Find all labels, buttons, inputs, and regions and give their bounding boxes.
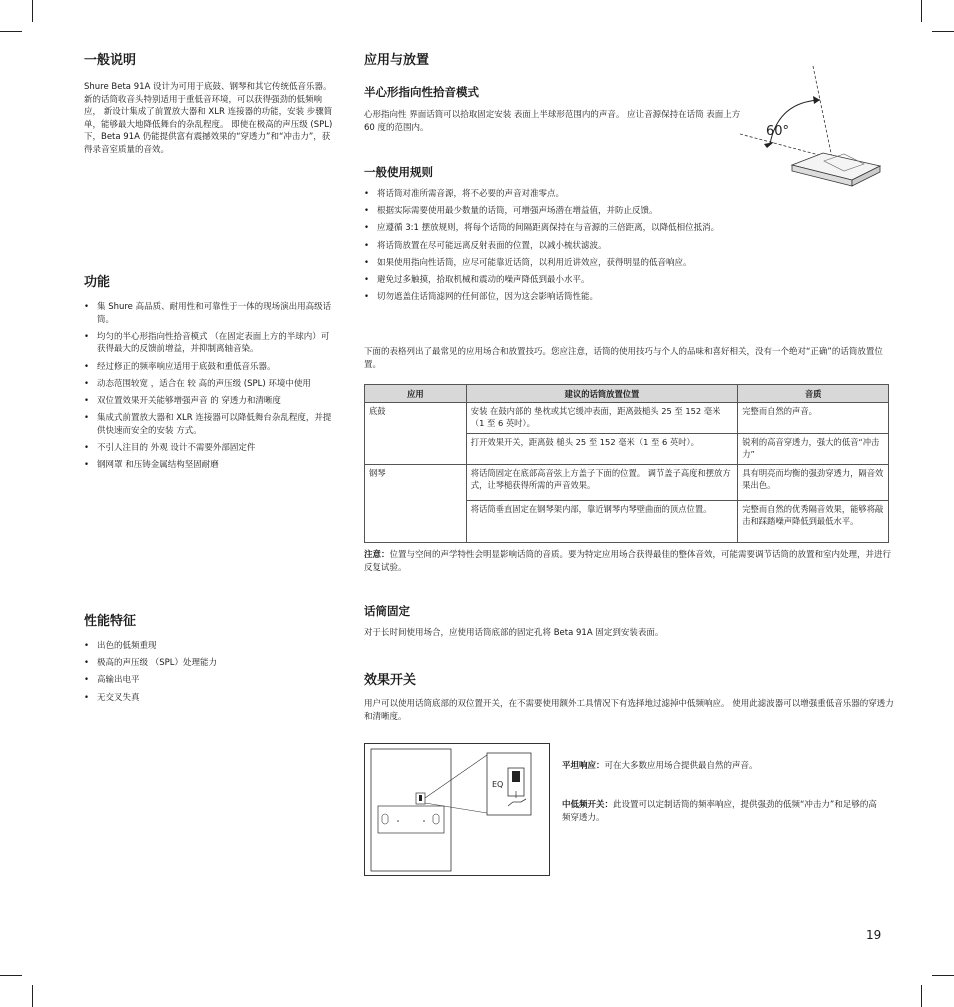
performance-title: 性能特征 bbox=[84, 614, 137, 629]
table-cell-quality: 锐利的高音穿透力，强大的低音“冲击力” bbox=[738, 434, 889, 465]
table-cell-placement: 将话筒固定在底部高音弦上方盖子下面的位置。 调节盖子高度和摆放方式，让琴槌获得所需的声音效果。 bbox=[466, 465, 737, 501]
table-cell-placement: 打开效果开关，距离鼓 槌头 25 至 152 毫米（1 至 6 英吋）。 bbox=[466, 434, 737, 465]
list-item: • 钢网罩 和压铸金属结构坚固耐磨 bbox=[84, 459, 336, 472]
pattern-title: 半心形指向性拾音模式 bbox=[364, 85, 479, 99]
table-row bbox=[365, 465, 889, 501]
mid-label: 中低频开关： bbox=[562, 800, 614, 810]
note-label: 注意： bbox=[364, 550, 390, 560]
table-cell-app: 钢琴 bbox=[365, 465, 467, 543]
list-item: • 切勿遮盖住话筒滤网的任何部位，因为这会影响话筒性能。 bbox=[364, 291, 894, 304]
list-item: • 将话筒放置在尽可能远离反射表面的位置，以减小梳状滤波。 bbox=[364, 240, 894, 253]
performance-list bbox=[84, 640, 336, 704]
table-header-row bbox=[365, 385, 889, 403]
mid-text: 此设置可以定制话筒的频率响应，提供强劲的低频“冲击力”和足够的高频穿透力。 bbox=[562, 800, 877, 823]
pattern-body: 心形指向性 界面话筒可以拾取固定安装 表面上半球形范围内的声音。 应让音源保持在话筒 表面上方 60 度的范围内。 bbox=[364, 110, 741, 133]
mounting-body: 对于长时间使用场合，应使用话筒底部的固定孔将 Beta 91A 固定到安装表面。 bbox=[364, 628, 664, 638]
crop-mark bbox=[921, 0, 922, 22]
list-item: • 应遵循 3:1 摆放规则，将每个话筒的间隔距离保持在与音源的三倍距离，以降低相位抵消。 bbox=[364, 222, 894, 235]
mounting-title: 话筒固定 bbox=[364, 604, 410, 618]
general-title: 一般说明 bbox=[84, 53, 137, 68]
list-item: • 双位置效果开关能够增强声音 的 穿透力和清晰度 bbox=[84, 395, 336, 408]
dot-icon bbox=[397, 820, 399, 822]
switch-body: 用户可以使用话筒底部的双位置开关，在不需要使用额外工具情况下有选择地过滤掉中低频响应。 使用此滤波器可以增强重低音乐器的穿透力和清晰度。 bbox=[364, 699, 894, 722]
column-header: 音质 bbox=[738, 385, 889, 403]
crop-mark bbox=[932, 31, 954, 32]
flat-text: 可在大多数应用场合提供最自然的声音。 bbox=[604, 761, 758, 771]
general-body: Shure Beta 91A 设计为可用于底鼓、钢琴和其它传统低音乐器。 新的话筒收音头特别适用于重低音环境，可以获得强劲的低频响应， 新设计集成了前置放大器和 XLR 连接器的功能，安装 步骤简单，能够最大地降低舞台的杂乱程度。 即使在极高的声压级 (SPL) 下，Beta 91A 仍能提供富有震撼效果的“穿透力”和“冲击力”，获得录音室质量的音效。 bbox=[84, 82, 333, 155]
switch-diagram bbox=[364, 743, 550, 877]
arrow-head-icon bbox=[764, 142, 774, 148]
column-header: 应用 bbox=[365, 385, 467, 403]
rules-title: 一般使用规则 bbox=[364, 165, 433, 179]
switch-knob-icon bbox=[419, 795, 422, 801]
application-table bbox=[364, 384, 889, 543]
crop-mark bbox=[0, 31, 22, 32]
list-item: • 集成式前置放大器和 XLR 连接器可以降低舞台杂乱程度，并提供快速而安全的安装 方式。 bbox=[84, 412, 336, 437]
list-item: • 极高的声压级 （SPL）处理能力 bbox=[84, 657, 336, 670]
switch-toggle-icon[interactable] bbox=[512, 771, 520, 782]
rules-section bbox=[364, 164, 894, 308]
mid-response-note bbox=[562, 799, 880, 824]
list-item: • 经过修正的频率响应适用于底鼓和重低音乐器。 bbox=[84, 361, 336, 374]
list-item: • 根据实际需要使用最少数量的话筒，可增强声场潜在增益值，并防止反馈。 bbox=[364, 205, 894, 218]
switch-title: 效果开关 bbox=[364, 673, 417, 688]
column-header: 建议的话筒放置位置 bbox=[466, 385, 737, 403]
table-cell-quality: 具有明亮而均衡的强劲穿透力，隔音效果出色。 bbox=[738, 465, 889, 501]
arrow-head-icon bbox=[813, 96, 820, 104]
crop-mark bbox=[921, 985, 922, 1007]
features-list bbox=[84, 301, 336, 472]
application-title: 应用与放置 bbox=[364, 53, 430, 68]
pattern-section bbox=[364, 84, 744, 134]
list-item: • 均匀的半心形指向性拾音模式 （在固定表面上方的半球内）可获得最大的反馈前增益，并抑制离轴音染。 bbox=[84, 331, 336, 356]
rules-list bbox=[364, 188, 894, 304]
table-cell-quality: 完整而自然的优秀隔音效果，能够将敲击和踩踏噪声降低到最低水平。 bbox=[738, 501, 889, 543]
crop-mark bbox=[32, 985, 33, 1007]
list-item: • 无交叉失真 bbox=[84, 692, 336, 705]
table-intro: 下面的表格列出了最常见的应用场合和放置技巧。您应注意，话筒的使用技巧与个人的品味和喜好相关，没有一个绝对“正确”的话筒放置位置。 bbox=[364, 347, 883, 370]
table-row bbox=[365, 403, 889, 434]
table-cell-placement: 安装 在鼓内部的 垫枕或其它缓冲表面，距离鼓槌头 25 至 152 毫米（1 至 6 英吋）。 bbox=[466, 403, 737, 434]
page-number: 19 bbox=[866, 928, 882, 942]
crop-mark bbox=[32, 0, 33, 22]
dot-icon bbox=[423, 820, 425, 822]
table-cell-quality: 完整而自然的声音。 bbox=[738, 403, 889, 434]
flat-label: 平坦响应： bbox=[562, 761, 605, 771]
list-item: • 如果使用指向性话筒，应尽可能靠近话筒，以利用近讲效应，获得明显的低音响应。 bbox=[364, 257, 894, 270]
switch-section bbox=[364, 672, 894, 723]
table-cell-app: 底鼓 bbox=[365, 403, 467, 465]
features-section bbox=[84, 274, 336, 476]
crop-mark bbox=[0, 975, 22, 976]
eq-label: EQ bbox=[492, 780, 504, 789]
crop-mark bbox=[932, 975, 954, 976]
list-item: • 出色的低频重现 bbox=[84, 640, 336, 653]
list-item: • 动态范围较宽 ，适合在 较 高的声压级 (SPL) 环境中使用 bbox=[84, 378, 336, 391]
list-item: • 不引人注目的 外观 设计不需要外部固定件 bbox=[84, 442, 336, 455]
performance-section bbox=[84, 613, 336, 709]
note-paragraph bbox=[364, 549, 894, 574]
features-title: 功能 bbox=[84, 275, 111, 290]
flat-response-note bbox=[562, 760, 892, 773]
list-item: • 高输出电平 bbox=[84, 674, 336, 687]
list-item: • 避免过多触摸，拾取机械和震动的噪声降低到最小水平。 bbox=[364, 274, 894, 287]
note-text: 位置与空间的声学特性会明显影响话筒的音质。要为特定应用场合获得最佳的整体音效，可能需要调节话筒的放置和室内处理，并进行反复试验。 bbox=[364, 550, 892, 573]
table-cell-placement: 将话筒垂直固定在钢琴架内部，靠近钢琴内琴壁曲面的顶点位置。 bbox=[466, 501, 737, 543]
mounting-section bbox=[364, 603, 894, 640]
list-item: • 集 Shure 高品质、耐用性和可靠性于一体的现场演出用高级话筒。 bbox=[84, 301, 336, 326]
general-section bbox=[84, 52, 336, 157]
angle-label: 60° bbox=[766, 124, 790, 139]
axis-line bbox=[813, 66, 832, 158]
list-item: • 将话筒对准所需音源，将不必要的声音对准零点。 bbox=[364, 188, 894, 201]
